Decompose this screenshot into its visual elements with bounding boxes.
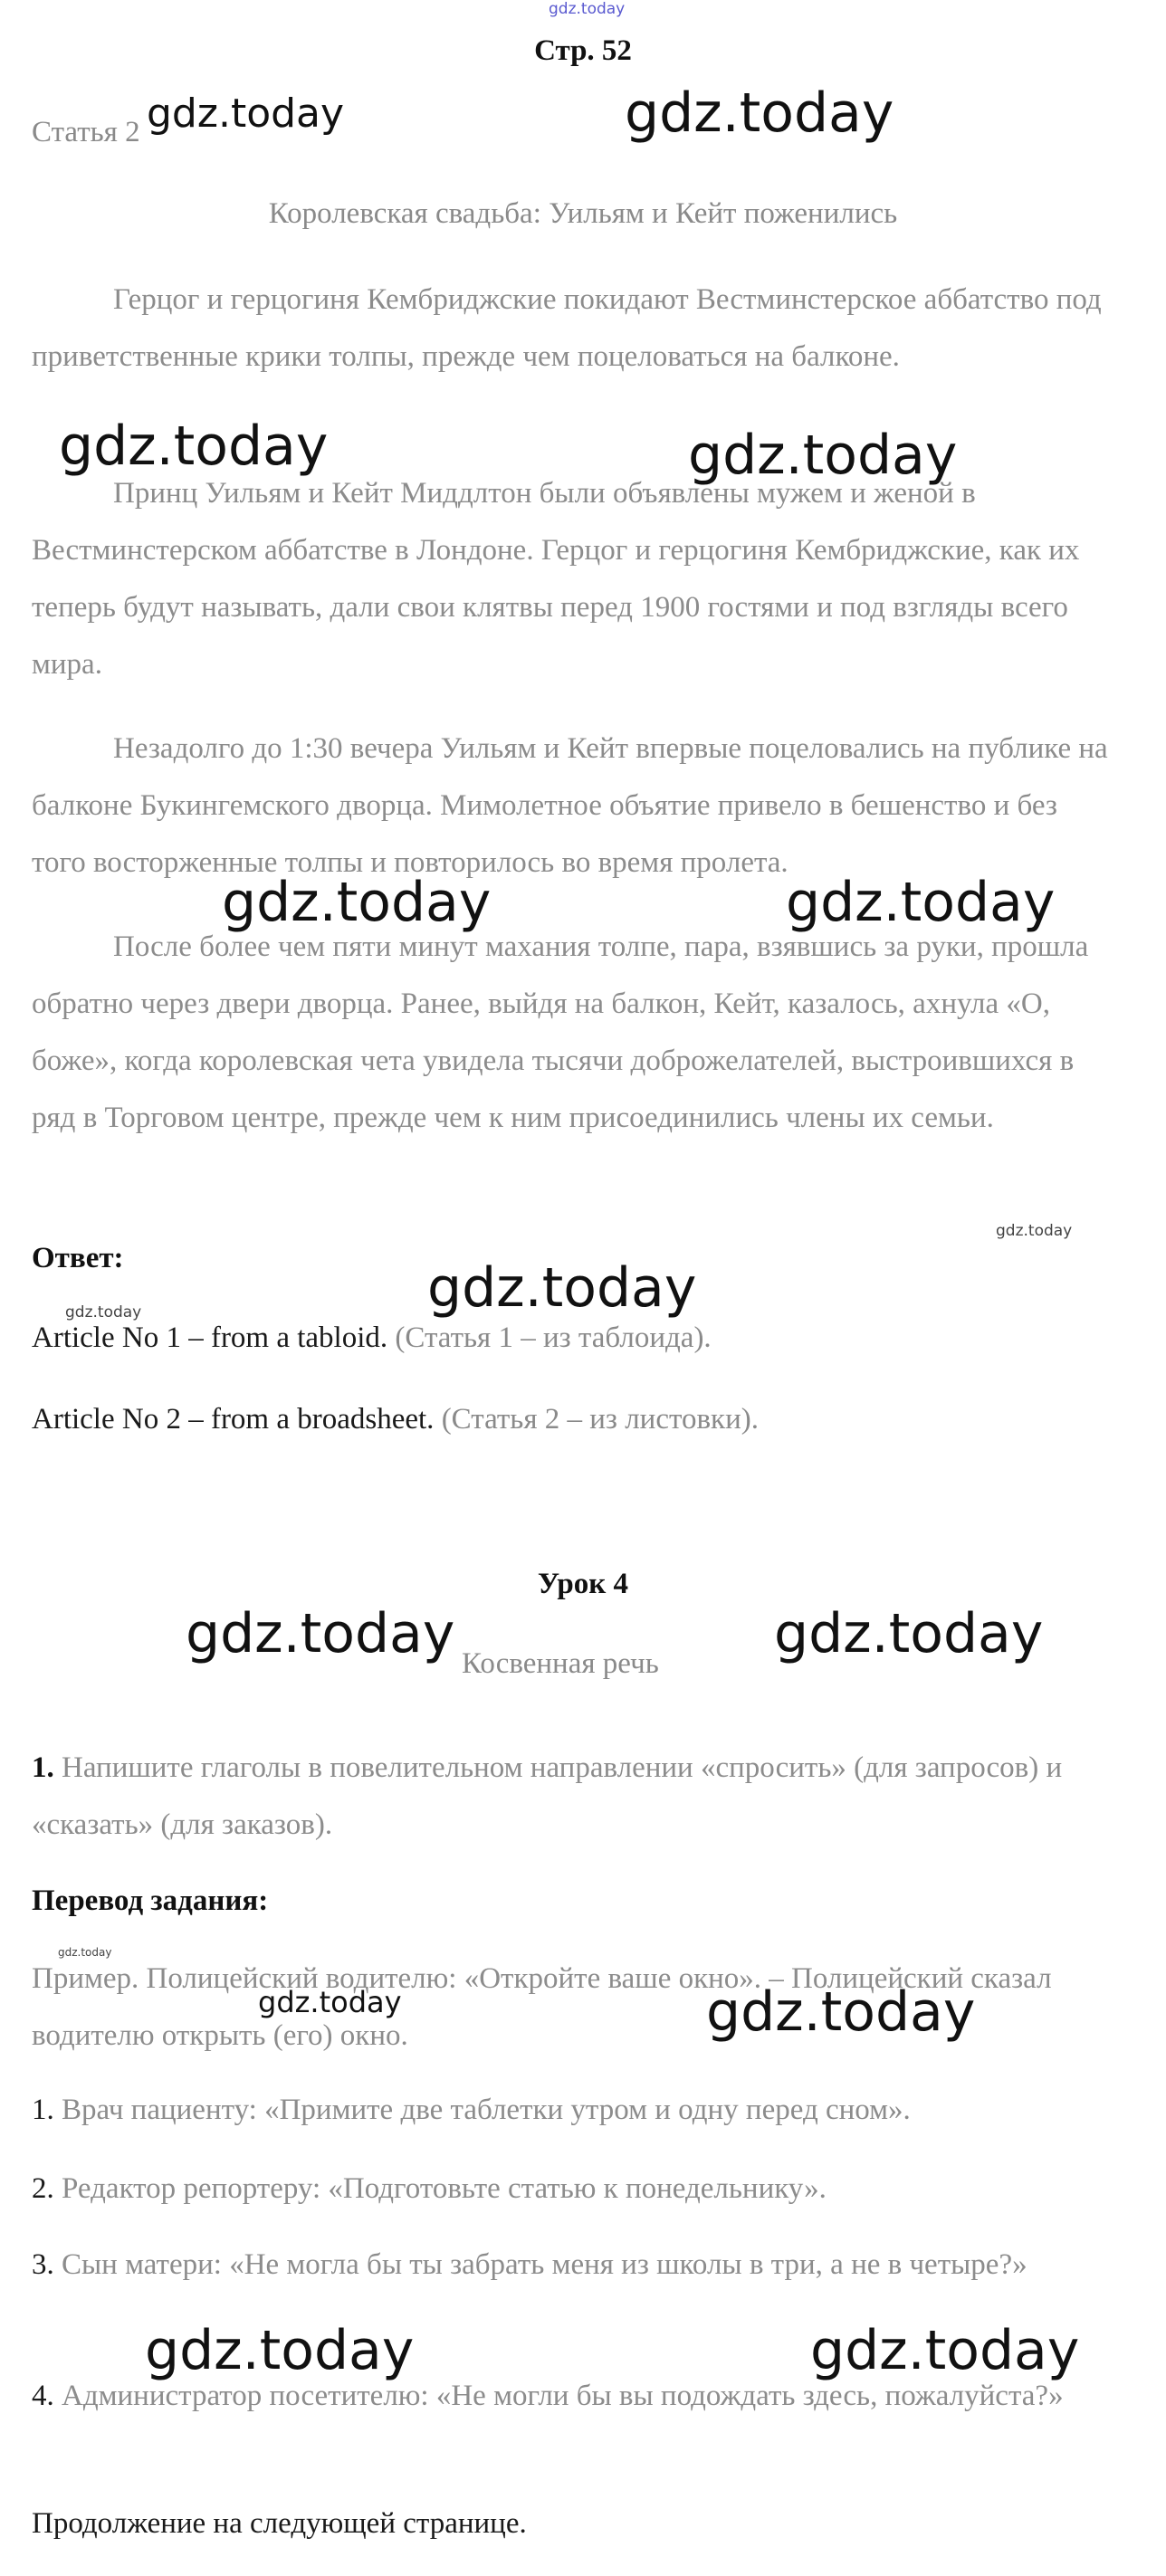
article-title: Королевская свадьба: Уильям и Кейт поженились [268, 197, 898, 230]
answer-line-1-en: Article No 1 – from a tabloid. [32, 1321, 388, 1354]
answer-line-2-en: Article No 2 – from a broadsheet. [32, 1403, 435, 1436]
answer-line-1 [32, 1321, 712, 1355]
task-item-4-text: Администратор посетителю: «Не могли бы вы подождать здесь, пожалуйста?» [62, 2380, 1064, 2412]
watermark: gdz.today [688, 424, 958, 487]
article-paragraph-3: Незадолго до 1:30 вечера Уильям и Кейт впервые поцеловались на публике на балконе Букингемского дворца. Мимолетное объятие привело в бешенство и без того восторженные толпы и повторилось во время пролета. [32, 732, 1108, 879]
task-item-1-text: Врач пациенту: «Примите две таблетки утром и одну перед сном». [62, 2094, 911, 2126]
task-item-4-number: 4. [32, 2380, 54, 2412]
translation-heading: Перевод задания: [32, 1884, 269, 1917]
watermark: gdz.today [145, 2319, 415, 2382]
task-item-1 [32, 2082, 1109, 2139]
answer-heading: Ответ: [32, 1242, 124, 1274]
watermark: gdz.today [65, 1303, 142, 1321]
watermark: gdz.today [222, 871, 492, 934]
task-item-3 [32, 2237, 1109, 2294]
article-paragraph-4: После более чем пяти минут махания толпе, пара, взявшись за руки, прошла обратно через двери дворца. Ранее, выйдя на балкон, Кейт, казалось, ахнула «О, боже», когда королевская чета увидела тысячи доброжелателей, выстроившихся в ряд в Торговом центре, прежде чем к ним присоединились члены их семьи. [32, 930, 1089, 1134]
task-item-2 [32, 2161, 1109, 2218]
task-item-2-text: Редактор репортеру: «Подготовьте статью к понедельнику». [62, 2172, 827, 2205]
article-paragraph-2: Принц Уильям и Кейт Миддлтон были объявлены мужем и женой в Вестминстерском аббатстве в Лондоне. Герцог и герцогиня Кембриджские, как их теперь будут называть, дали свои клятвы перед 1900 гостями и под взгляды всего мира. [32, 477, 1080, 681]
watermark-top: gdz.today [549, 0, 626, 18]
page-header: Стр. 52 [534, 34, 632, 67]
watermark: gdz.today [258, 1985, 402, 2019]
lesson-title: Урок 4 [537, 1568, 629, 1600]
article-label: Статья 2 [32, 116, 140, 148]
watermark: gdz.today [427, 1256, 697, 1320]
article-paragraph-1: Герцог и герцогиня Кембриджские покидают Вестминстерское аббатство под приветственные крики толпы, прежде чем поцеловаться на балконе. [32, 283, 1102, 373]
watermark: gdz.today [186, 1602, 455, 1665]
answer-line-2 [32, 1403, 759, 1436]
watermark: gdz.today [774, 1602, 1044, 1665]
watermark: gdz.today [58, 1946, 112, 1959]
task-item-1-number: 1. [32, 2094, 54, 2126]
watermark: gdz.today [786, 871, 1056, 934]
watermark: gdz.today [147, 91, 345, 137]
task-item-2-number: 2. [32, 2172, 54, 2205]
watermark: gdz.today [625, 81, 894, 145]
task-item-3-text: Сын матери: «Не могла бы ты забрать меня из школы в три, а не в четыре?» [62, 2248, 1027, 2281]
watermark: gdz.today [706, 1980, 976, 2044]
continuation-note: Продолжение на следующей странице. [32, 2507, 527, 2540]
watermark: gdz.today [810, 2319, 1080, 2382]
task-text: Напишите глаголы в повелительном направлении «спросить» (для запросов) и «сказать» (для заказов). [32, 1751, 1063, 1841]
task-1 [32, 1740, 1109, 1854]
task-item-3-number: 3. [32, 2248, 54, 2281]
watermark: gdz.today [59, 415, 329, 478]
answer-line-2-ru: (Статья 2 – из листовки). [441, 1403, 759, 1436]
answer-line-1-ru: (Статья 1 – из таблоида). [395, 1321, 712, 1354]
lesson-subtitle: Косвенная речь [462, 1647, 659, 1680]
watermark: gdz.today [996, 1222, 1073, 1240]
example: Пример. Полицейский водителю: «Откройте ваше окно». – Полицейский сказал водителю открыть (его) окно. [32, 1962, 1052, 2052]
task-number: 1. [32, 1751, 54, 1784]
